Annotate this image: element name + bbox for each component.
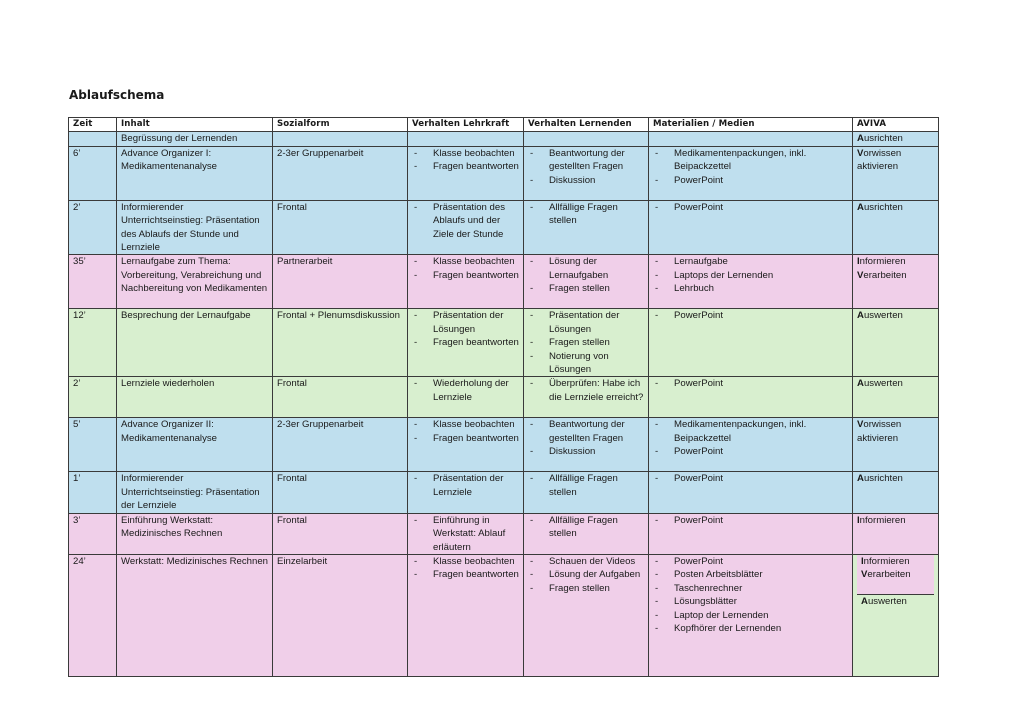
cell-inhalt: Werkstatt: Medizinisches Rechnen (117, 554, 273, 676)
cell-materialien (649, 377, 853, 418)
cell-aviva (853, 377, 939, 418)
list-item: - PowerPoint (653, 309, 848, 322)
list-item: - Allfällige Fragen stellen (528, 514, 644, 541)
cell-verhalten-lehrkraft (408, 309, 524, 377)
list-item: - Fragen beantworten (412, 432, 519, 445)
list-item: - Allfällige Fragen stellen (528, 201, 644, 228)
bullet-list (653, 472, 848, 485)
cell-verhalten-lernenden (524, 132, 649, 146)
aviva-initial: V (857, 419, 864, 431)
list-item: - Fragen beantworten (412, 160, 519, 173)
cell-materialien (649, 309, 853, 377)
cell-verhalten-lernenden (524, 377, 649, 418)
cell-materialien (649, 146, 853, 200)
cell-verhalten-lehrkraft (408, 132, 524, 146)
list-item: - PowerPoint (653, 445, 848, 458)
cell-inhalt: Einführung Werkstatt: Medizinisches Rechnen (117, 513, 273, 554)
cell-verhalten-lernenden (524, 200, 649, 255)
aviva-phase: Ausrichten (857, 133, 903, 145)
table-row (69, 255, 939, 309)
bullet-list (412, 255, 519, 282)
list-item: - Kopfhörer der Lernenden (653, 622, 848, 635)
aviva-main (857, 555, 934, 595)
list-item: - PowerPoint (653, 555, 848, 568)
list-item: - Lösung der Aufgaben (528, 568, 644, 581)
cell-zeit: 1’ (69, 472, 117, 513)
bullet-list (412, 309, 519, 349)
cell-verhalten-lernenden (524, 472, 649, 513)
cell-verhalten-lernenden (524, 309, 649, 377)
table-row (69, 200, 939, 255)
aviva-initial: A (857, 310, 864, 322)
list-item: - Fragen beantworten (412, 336, 519, 349)
list-item: - PowerPoint (653, 174, 848, 187)
cell-verhalten-lehrkraft (408, 513, 524, 554)
aviva-phase: Informieren (857, 514, 906, 526)
bullet-list (412, 377, 519, 404)
list-item: - Diskussion (528, 445, 644, 458)
aviva-phase: Ausrichten (857, 201, 903, 213)
cell-sozialform: Partnerarbeit (273, 255, 408, 309)
aviva-phase: Informieren (857, 256, 906, 268)
cell-verhalten-lernenden (524, 146, 649, 200)
cell-zeit: 3’ (69, 513, 117, 554)
bullet-list (653, 309, 848, 322)
column-header-zeit: Zeit (69, 118, 117, 132)
cell-verhalten-lehrkraft (408, 255, 524, 309)
cell-aviva (853, 132, 939, 146)
cell-verhalten-lehrkraft (408, 146, 524, 200)
bullet-list (528, 147, 644, 187)
list-item: - Beantwortung der gestellten Fragen (528, 147, 644, 174)
cell-sozialform: Frontal (273, 377, 408, 418)
table-row (69, 132, 939, 146)
cell-verhalten-lehrkraft (408, 377, 524, 418)
aviva-extra: Auswerten (861, 595, 907, 607)
cell-verhalten-lehrkraft (408, 418, 524, 472)
page-title: Ablaufschema (69, 88, 165, 102)
list-item: - Fragen stellen (528, 336, 644, 349)
column-header-verhalten-lernenden: Verhalten Lernenden (524, 118, 649, 132)
aviva-initial: I (857, 514, 860, 526)
cell-inhalt: Informierender Unterrichtseinstieg: Präsentation der Lernziele (117, 472, 273, 513)
column-header-sozialform: Sozialform (273, 118, 408, 132)
list-item: - PowerPoint (653, 201, 848, 214)
cell-zeit: 2’ (69, 377, 117, 418)
bullet-list (528, 472, 644, 499)
cell-verhalten-lernenden (524, 418, 649, 472)
aviva-initial: V (857, 147, 864, 159)
list-item: - Lehrbuch (653, 282, 848, 295)
bullet-list (653, 255, 848, 295)
table-row (69, 472, 939, 513)
list-item: - Lösung der Lernaufgaben (528, 255, 644, 282)
cell-zeit: 6’ (69, 146, 117, 200)
aviva-phase: Verarbeiten (857, 269, 907, 281)
list-item: - Diskussion (528, 174, 644, 187)
cell-sozialform: Einzelarbeit (273, 554, 408, 676)
list-item: - Überprüfen: Habe ich die Lernziele erreicht? (528, 377, 644, 404)
cell-materialien (649, 554, 853, 676)
bullet-list (653, 514, 848, 527)
cell-aviva (853, 513, 939, 554)
cell-zeit: 12’ (69, 309, 117, 377)
list-item: - Einführung in Werkstatt: Ablauf erläutern (412, 514, 519, 554)
cell-aviva (853, 255, 939, 309)
cell-inhalt: Advance Organizer I: Medikamentenanalyse (117, 146, 273, 200)
bullet-list (412, 147, 519, 174)
bullet-list (528, 555, 644, 595)
cell-zeit: 35’ (69, 255, 117, 309)
cell-materialien (649, 255, 853, 309)
list-item: - Medikamentenpackungen, inkl. Beipackzettel (653, 418, 848, 445)
list-item: - Notierung von Lösungen (528, 350, 644, 377)
table-body (69, 132, 939, 677)
list-item: - Fragen beantworten (412, 269, 519, 282)
list-item: - Präsentation der Lösungen (412, 309, 519, 336)
list-item: - PowerPoint (653, 472, 848, 485)
cell-zeit: 24’ (69, 554, 117, 676)
cell-inhalt: Besprechung der Lernaufgabe (117, 309, 273, 377)
bullet-list (528, 201, 644, 228)
bullet-list (528, 377, 644, 404)
cell-aviva (853, 309, 939, 377)
list-item: - Taschenrechner (653, 582, 848, 595)
cell-sozialform: Frontal (273, 513, 408, 554)
cell-verhalten-lehrkraft (408, 200, 524, 255)
aviva-initial: A (857, 201, 864, 213)
aviva-phase: Auswerten (857, 378, 903, 390)
bullet-list (653, 377, 848, 390)
list-item: - Laptop der Lernenden (653, 609, 848, 622)
bullet-list (528, 418, 644, 458)
schedule-table (68, 117, 939, 677)
table-row (69, 309, 939, 377)
cell-aviva (853, 200, 939, 255)
cell-inhalt: Advance Organizer II: Medikamentenanalyse (117, 418, 273, 472)
cell-aviva (853, 554, 939, 676)
cell-aviva (853, 472, 939, 513)
aviva-phase: Ausrichten (857, 473, 903, 485)
column-header-materialien: Materialien / Medien (649, 118, 853, 132)
bullet-list (528, 309, 644, 376)
table-header-row (69, 118, 939, 132)
cell-inhalt: Begrüssung der Lernenden (117, 132, 273, 146)
cell-zeit: 2’ (69, 200, 117, 255)
cell-sozialform: Frontal + Plenumsdiskussion (273, 309, 408, 377)
list-item: - Laptops der Lernenden (653, 269, 848, 282)
list-item: - Klasse beobachten (412, 418, 519, 431)
cell-materialien (649, 132, 853, 146)
bullet-list (412, 418, 519, 445)
cell-zeit (69, 132, 117, 146)
cell-sozialform (273, 132, 408, 146)
aviva-phase: Vorwissen aktivieren (857, 147, 902, 173)
column-header-verhalten-lehrkraft: Verhalten Lehrkraft (408, 118, 524, 132)
list-item: - Beantwortung der gestellten Fragen (528, 418, 644, 445)
cell-materialien (649, 472, 853, 513)
bullet-list (412, 472, 519, 499)
cell-materialien (649, 418, 853, 472)
cell-sozialform: 2-3er Gruppenarbeit (273, 418, 408, 472)
aviva-initial: A (857, 473, 864, 485)
table-row (69, 418, 939, 472)
aviva-initial: A (857, 133, 864, 145)
bullet-list (528, 255, 644, 295)
table-row (69, 513, 939, 554)
bullet-list (412, 555, 519, 582)
list-item: - Klasse beobachten (412, 255, 519, 268)
aviva-phase: Vorwissen aktivieren (857, 419, 902, 444)
aviva-initial: V (861, 569, 868, 581)
bullet-list (412, 514, 519, 554)
list-item: - Lernaufgabe (653, 255, 848, 268)
column-header-aviva: AVIVA (853, 118, 939, 132)
cell-verhalten-lehrkraft (408, 472, 524, 513)
column-header-inhalt: Inhalt (117, 118, 273, 132)
list-item: - Allfällige Fragen stellen (528, 472, 644, 499)
table-row (69, 377, 939, 418)
cell-inhalt: Lernaufgabe zum Thema: Vorbereitung, Verabreichung und Nachbereitung von Medikamenten (117, 255, 273, 309)
list-item: - Fragen beantworten (412, 568, 519, 581)
list-item: - Präsentation der Lernziele (412, 472, 519, 499)
cell-inhalt: Informierender Unterrichtseinstieg: Präsentation des Ablaufs der Stunde und Lernziele (117, 200, 273, 255)
cell-sozialform: Frontal (273, 200, 408, 255)
cell-materialien (649, 513, 853, 554)
cell-inhalt: Lernziele wiederholen (117, 377, 273, 418)
cell-verhalten-lehrkraft (408, 554, 524, 676)
list-item: - Wiederholung der Lernziele (412, 377, 519, 404)
list-item: - Klasse beobachten (412, 555, 519, 568)
cell-verhalten-lernenden (524, 513, 649, 554)
list-item: - Präsentation des Ablaufs und der Ziele der Stunde (412, 201, 519, 241)
aviva-initial: A (861, 595, 868, 607)
aviva-phase: Auswerten (857, 310, 903, 322)
bullet-list (653, 418, 848, 458)
list-item: - Schauen der Videos (528, 555, 644, 568)
aviva-initial: V (857, 269, 864, 281)
aviva-phase: Informieren (861, 555, 910, 567)
table-row (69, 146, 939, 200)
cell-verhalten-lernenden (524, 554, 649, 676)
cell-verhalten-lernenden (524, 255, 649, 309)
bullet-list (653, 201, 848, 214)
cell-zeit: 5’ (69, 418, 117, 472)
aviva-phase: Verarbeiten (861, 569, 911, 581)
list-item: - Präsentation der Lösungen (528, 309, 644, 336)
table-row (69, 554, 939, 676)
cell-materialien (649, 200, 853, 255)
cell-sozialform: Frontal (273, 472, 408, 513)
list-item: - Fragen stellen (528, 282, 644, 295)
list-item: - Posten Arbeitsblätter (653, 568, 848, 581)
cell-aviva (853, 146, 939, 200)
list-item: - Medikamentenpackungen, inkl. Beipackzettel (653, 147, 848, 174)
list-item: - PowerPoint (653, 514, 848, 527)
cell-sozialform: 2-3er Gruppenarbeit (273, 146, 408, 200)
aviva-initial: I (857, 256, 860, 268)
bullet-list (653, 147, 848, 187)
cell-aviva (853, 418, 939, 472)
list-item: - PowerPoint (653, 377, 848, 390)
list-item: - Fragen stellen (528, 582, 644, 595)
aviva-initial: I (861, 555, 864, 567)
bullet-list (412, 201, 519, 241)
bullet-list (528, 514, 644, 541)
list-item: - Lösungsblätter (653, 595, 848, 608)
aviva-initial: A (857, 378, 864, 390)
bullet-list (653, 555, 848, 635)
list-item: - Klasse beobachten (412, 147, 519, 160)
